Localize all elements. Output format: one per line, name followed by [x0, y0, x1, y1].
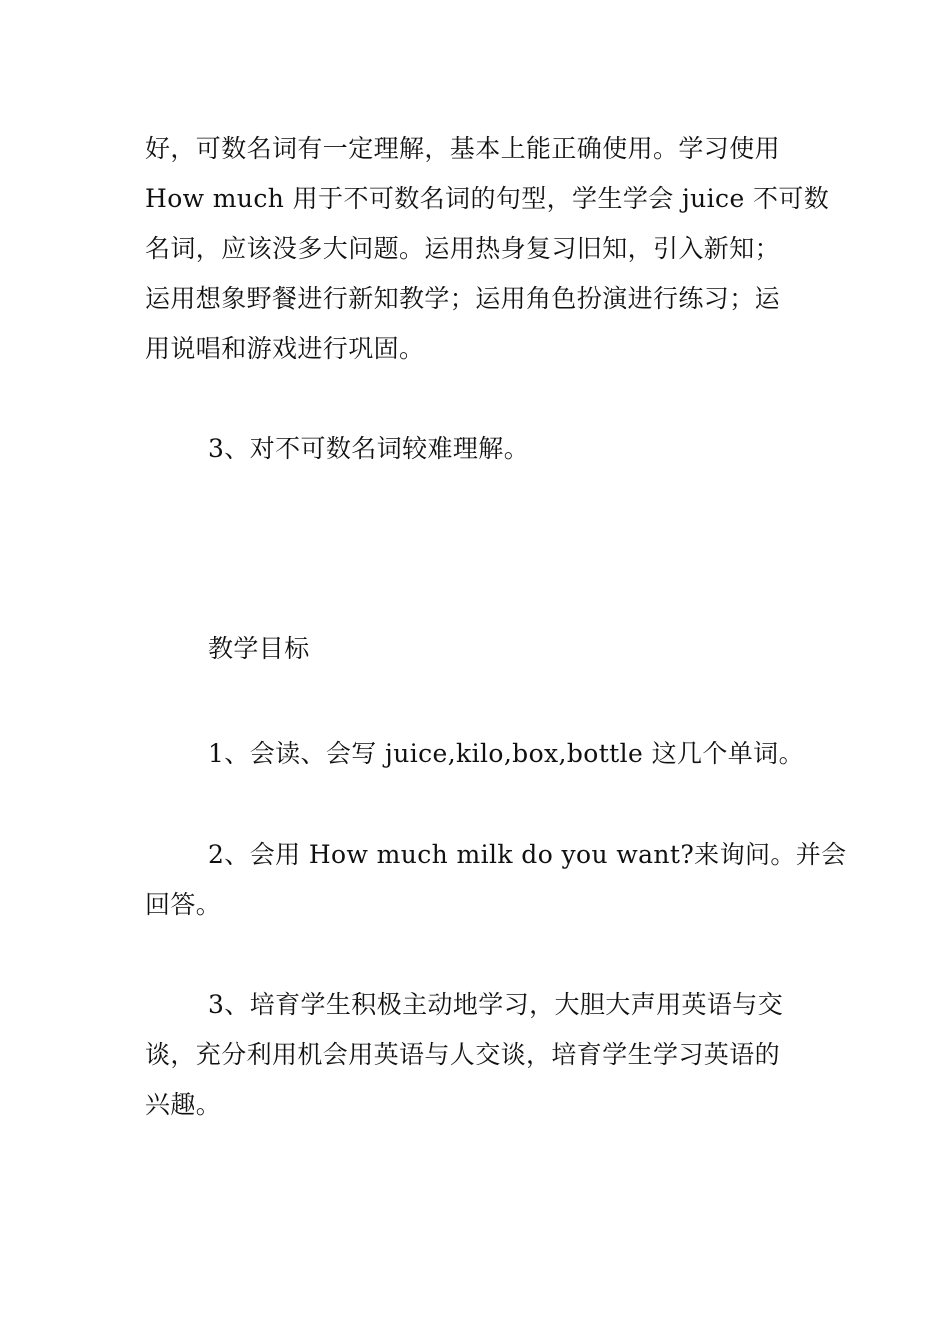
difficulty-paragraph: 3、对不可数名词较难理解。 [208, 434, 530, 463]
intro-paragraph [145, 124, 830, 374]
spacer [145, 674, 810, 729]
text-line: 用说唱和游戏进行巩固。 [145, 334, 425, 363]
text-line: 运用想象野餐进行新知教学；运用角色扮演进行练习；运 [145, 284, 781, 313]
spacer [145, 930, 810, 980]
text-line: 回答。 [145, 890, 222, 919]
spacer [145, 779, 810, 830]
text-line: 好，可数名词有一定理解，基本上能正确使用。学习使用 [145, 134, 781, 163]
section-heading: 教学目标 [208, 634, 310, 663]
text-line: How much 用于不可数名词的句型，学生学会 juice 不可数 [145, 184, 830, 213]
spacer [145, 474, 810, 624]
text-line: 谈，充分利用机会用英语与人交谈，培育学生学习英语的 [145, 1040, 781, 1069]
spacer [145, 374, 810, 424]
text-line: 兴趣。 [145, 1090, 222, 1119]
goal-3 [145, 980, 810, 1130]
text-line: 3、培育学生积极主动地学习，大胆大声用英语与交 [208, 990, 784, 1019]
text-line: 名词，应该没多大问题。运用热身复习旧知，引入新知； [145, 234, 781, 263]
goal-2 [145, 830, 847, 930]
document-body [145, 124, 847, 1130]
goal-1: 1、会读、会写 juice,kilo,box,bottle 这几个单词。 [208, 739, 804, 768]
text-line: 2、会用 How much milk do you want?来询问。并会 [208, 840, 847, 869]
